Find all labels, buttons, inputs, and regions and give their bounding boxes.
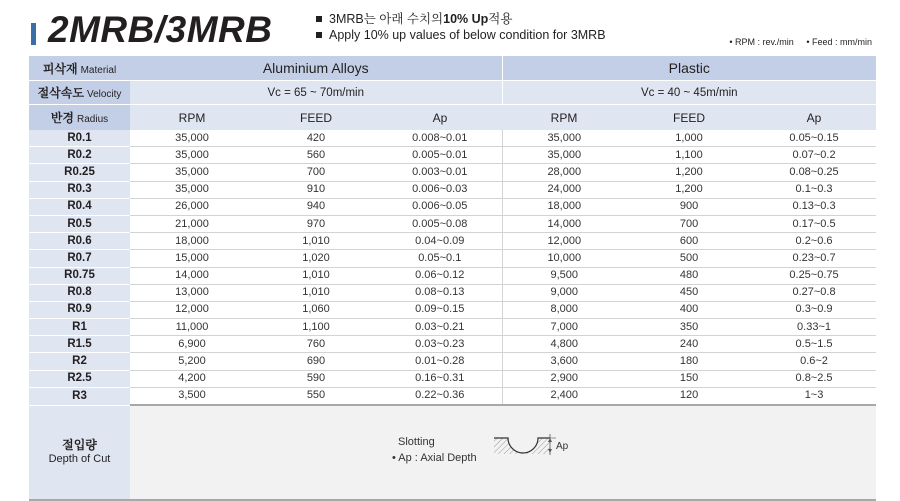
column-header-row — [29, 105, 876, 131]
value-cell: 450 — [626, 284, 752, 301]
note2-text: Apply 10% up values of below condition for 3MRB — [329, 28, 606, 42]
value-cell: 400 — [626, 301, 752, 318]
table-row — [29, 387, 876, 405]
cutting-conditions-table — [29, 56, 876, 501]
radius-cell: R0.3 — [29, 181, 130, 198]
col-ap: Ap — [378, 105, 502, 131]
value-cell: 600 — [626, 233, 752, 250]
value-cell: 18,000 — [130, 233, 254, 250]
table-row — [29, 130, 876, 147]
value-cell: 1,000 — [626, 130, 752, 147]
group-aluminium: Aluminium Alloys — [130, 56, 502, 81]
value-cell: 0.17~0.5 — [752, 215, 876, 232]
table-row — [29, 198, 876, 215]
value-cell: 970 — [254, 215, 378, 232]
velocity-aluminium: Vc = 65 ~ 70m/min — [130, 81, 502, 105]
value-cell: 0.2~0.6 — [752, 233, 876, 250]
value-cell: 420 — [254, 130, 378, 147]
value-cell: 35,000 — [502, 130, 626, 147]
value-cell: 0.03~0.21 — [378, 319, 502, 336]
velocity-row — [29, 81, 876, 105]
unit-rpm: • RPM : rev./min — [729, 37, 794, 47]
value-cell: 940 — [254, 198, 378, 215]
table-row — [29, 215, 876, 232]
bullet-square-icon — [316, 32, 322, 38]
radius-cell: R3 — [29, 387, 130, 405]
header — [0, 0, 900, 56]
value-cell: 1,010 — [254, 267, 378, 284]
title-accent-bar — [31, 23, 36, 45]
value-cell: 21,000 — [130, 215, 254, 232]
value-cell: 500 — [626, 250, 752, 267]
value-cell: 120 — [626, 387, 752, 405]
velocity-plastic: Vc = 40 ~ 45m/min — [502, 81, 876, 105]
value-cell: 14,000 — [502, 215, 626, 232]
value-cell: 0.008~0.01 — [378, 130, 502, 147]
value-cell: 480 — [626, 267, 752, 284]
table-row — [29, 147, 876, 164]
value-cell: 1,020 — [254, 250, 378, 267]
note1-pre: 3MRB는 아래 수치의 — [329, 12, 444, 26]
value-cell: 4,200 — [130, 370, 254, 387]
bullet-square-icon — [316, 16, 322, 22]
value-cell: 0.27~0.8 — [752, 284, 876, 301]
radius-cell: R0.4 — [29, 198, 130, 215]
table-row — [29, 370, 876, 387]
value-cell: 1,010 — [254, 284, 378, 301]
value-cell: 28,000 — [502, 164, 626, 181]
value-cell: 0.33~1 — [752, 319, 876, 336]
table-row — [29, 181, 876, 198]
value-cell: 700 — [254, 164, 378, 181]
note-korean — [316, 11, 606, 27]
table-row — [29, 233, 876, 250]
value-cell: 0.005~0.01 — [378, 147, 502, 164]
col-feed: FEED — [254, 105, 378, 131]
value-cell: 26,000 — [130, 198, 254, 215]
value-cell: 35,000 — [130, 181, 254, 198]
note1-post: 적용 — [488, 12, 513, 26]
value-cell: 12,000 — [130, 301, 254, 318]
value-cell: 2,900 — [502, 370, 626, 387]
value-cell: 0.6~2 — [752, 353, 876, 370]
value-cell: 1,200 — [626, 181, 752, 198]
value-cell: 690 — [254, 353, 378, 370]
slotting-diagram — [490, 428, 569, 474]
slotting-diagram-cell — [130, 405, 876, 500]
radius-cell: R0.8 — [29, 284, 130, 301]
value-cell: 10,000 — [502, 250, 626, 267]
value-cell: 0.005~0.08 — [378, 215, 502, 232]
value-cell: 1~3 — [752, 387, 876, 405]
value-cell: 910 — [254, 181, 378, 198]
value-cell: 0.003~0.01 — [378, 164, 502, 181]
radius-cell: R0.5 — [29, 215, 130, 232]
value-cell: 0.25~0.75 — [752, 267, 876, 284]
value-cell: 0.06~0.12 — [378, 267, 502, 284]
value-cell: 0.1~0.3 — [752, 181, 876, 198]
table-row — [29, 164, 876, 181]
value-cell: 12,000 — [502, 233, 626, 250]
value-cell: 1,100 — [626, 147, 752, 164]
value-cell: 0.5~1.5 — [752, 336, 876, 353]
value-cell: 6,900 — [130, 336, 254, 353]
units-legend — [719, 37, 872, 47]
value-cell: 11,000 — [130, 319, 254, 336]
radius-cell: R0.1 — [29, 130, 130, 147]
value-cell: 24,000 — [502, 181, 626, 198]
value-cell: 0.006~0.05 — [378, 198, 502, 215]
value-cell: 700 — [626, 215, 752, 232]
material-row — [29, 56, 876, 81]
value-cell: 350 — [626, 319, 752, 336]
value-cell: 760 — [254, 336, 378, 353]
value-cell: 1,100 — [254, 319, 378, 336]
value-cell: 550 — [254, 387, 378, 405]
value-cell: 9,000 — [502, 284, 626, 301]
radius-label: 반경 Radius — [29, 105, 130, 131]
value-cell: 3,500 — [130, 387, 254, 405]
value-cell: 4,800 — [502, 336, 626, 353]
radius-cell: R2.5 — [29, 370, 130, 387]
radius-cell: R0.75 — [29, 267, 130, 284]
value-cell: 0.04~0.09 — [378, 233, 502, 250]
value-cell: 7,000 — [502, 319, 626, 336]
value-cell: 5,200 — [130, 353, 254, 370]
value-cell: 2,400 — [502, 387, 626, 405]
value-cell: 0.23~0.7 — [752, 250, 876, 267]
value-cell: 150 — [626, 370, 752, 387]
radius-cell: R0.9 — [29, 301, 130, 318]
depth-of-cut-row — [29, 405, 876, 500]
value-cell: 18,000 — [502, 198, 626, 215]
value-cell: 0.006~0.03 — [378, 181, 502, 198]
slotting-label: Slotting — [398, 436, 435, 448]
depth-of-cut-label: 절입량 Depth of Cut — [29, 405, 130, 500]
value-cell: 0.16~0.31 — [378, 370, 502, 387]
header-notes — [316, 11, 606, 43]
table-row — [29, 301, 876, 318]
value-cell: 3,600 — [502, 353, 626, 370]
value-cell: 0.09~0.15 — [378, 301, 502, 318]
value-cell: 180 — [626, 353, 752, 370]
note1-bold: 10% Up — [443, 12, 489, 26]
table-row — [29, 250, 876, 267]
value-cell: 13,000 — [130, 284, 254, 301]
col-rpm: RPM — [502, 105, 626, 131]
value-cell: 0.03~0.23 — [378, 336, 502, 353]
radius-cell: R1.5 — [29, 336, 130, 353]
value-cell: 9,500 — [502, 267, 626, 284]
radius-cell: R2 — [29, 353, 130, 370]
page-title: 2MRB/3MRB — [48, 9, 273, 50]
table-row — [29, 319, 876, 336]
table-row — [29, 353, 876, 370]
radius-cell: R0.25 — [29, 164, 130, 181]
value-cell: 0.07~0.2 — [752, 147, 876, 164]
value-cell: 35,000 — [130, 164, 254, 181]
radius-cell: R0.2 — [29, 147, 130, 164]
col-ap: Ap — [752, 105, 876, 131]
material-label: 피삭재 Material — [29, 56, 130, 81]
note-english — [316, 27, 606, 43]
value-cell: 560 — [254, 147, 378, 164]
ap-description: • Ap : Axial Depth — [392, 452, 477, 464]
radius-cell: R0.6 — [29, 233, 130, 250]
value-cell: 0.3~0.9 — [752, 301, 876, 318]
value-cell: 1,010 — [254, 233, 378, 250]
value-cell: 0.22~0.36 — [378, 387, 502, 405]
col-feed: FEED — [626, 105, 752, 131]
value-cell: 35,000 — [130, 130, 254, 147]
value-cell: 0.05~0.1 — [378, 250, 502, 267]
value-cell: 590 — [254, 370, 378, 387]
value-cell: 8,000 — [502, 301, 626, 318]
value-cell: 1,060 — [254, 301, 378, 318]
diagram-ap-label: Ap — [556, 441, 569, 452]
velocity-label: 절삭속도 Velocity — [29, 81, 130, 105]
col-rpm: RPM — [130, 105, 254, 131]
value-cell: 35,000 — [502, 147, 626, 164]
radius-cell: R1 — [29, 319, 130, 336]
value-cell: 0.08~0.13 — [378, 284, 502, 301]
value-cell: 0.8~2.5 — [752, 370, 876, 387]
table-row — [29, 284, 876, 301]
value-cell: 0.08~0.25 — [752, 164, 876, 181]
group-plastic: Plastic — [502, 56, 876, 81]
value-cell: 0.13~0.3 — [752, 198, 876, 215]
value-cell: 0.01~0.28 — [378, 353, 502, 370]
table-row — [29, 336, 876, 353]
value-cell: 1,200 — [626, 164, 752, 181]
value-cell: 14,000 — [130, 267, 254, 284]
value-cell: 15,000 — [130, 250, 254, 267]
value-cell: 240 — [626, 336, 752, 353]
value-cell: 35,000 — [130, 147, 254, 164]
value-cell: 900 — [626, 198, 752, 215]
radius-cell: R0.7 — [29, 250, 130, 267]
table-row — [29, 267, 876, 284]
unit-feed: • Feed : mm/min — [806, 37, 872, 47]
value-cell: 0.05~0.15 — [752, 130, 876, 147]
